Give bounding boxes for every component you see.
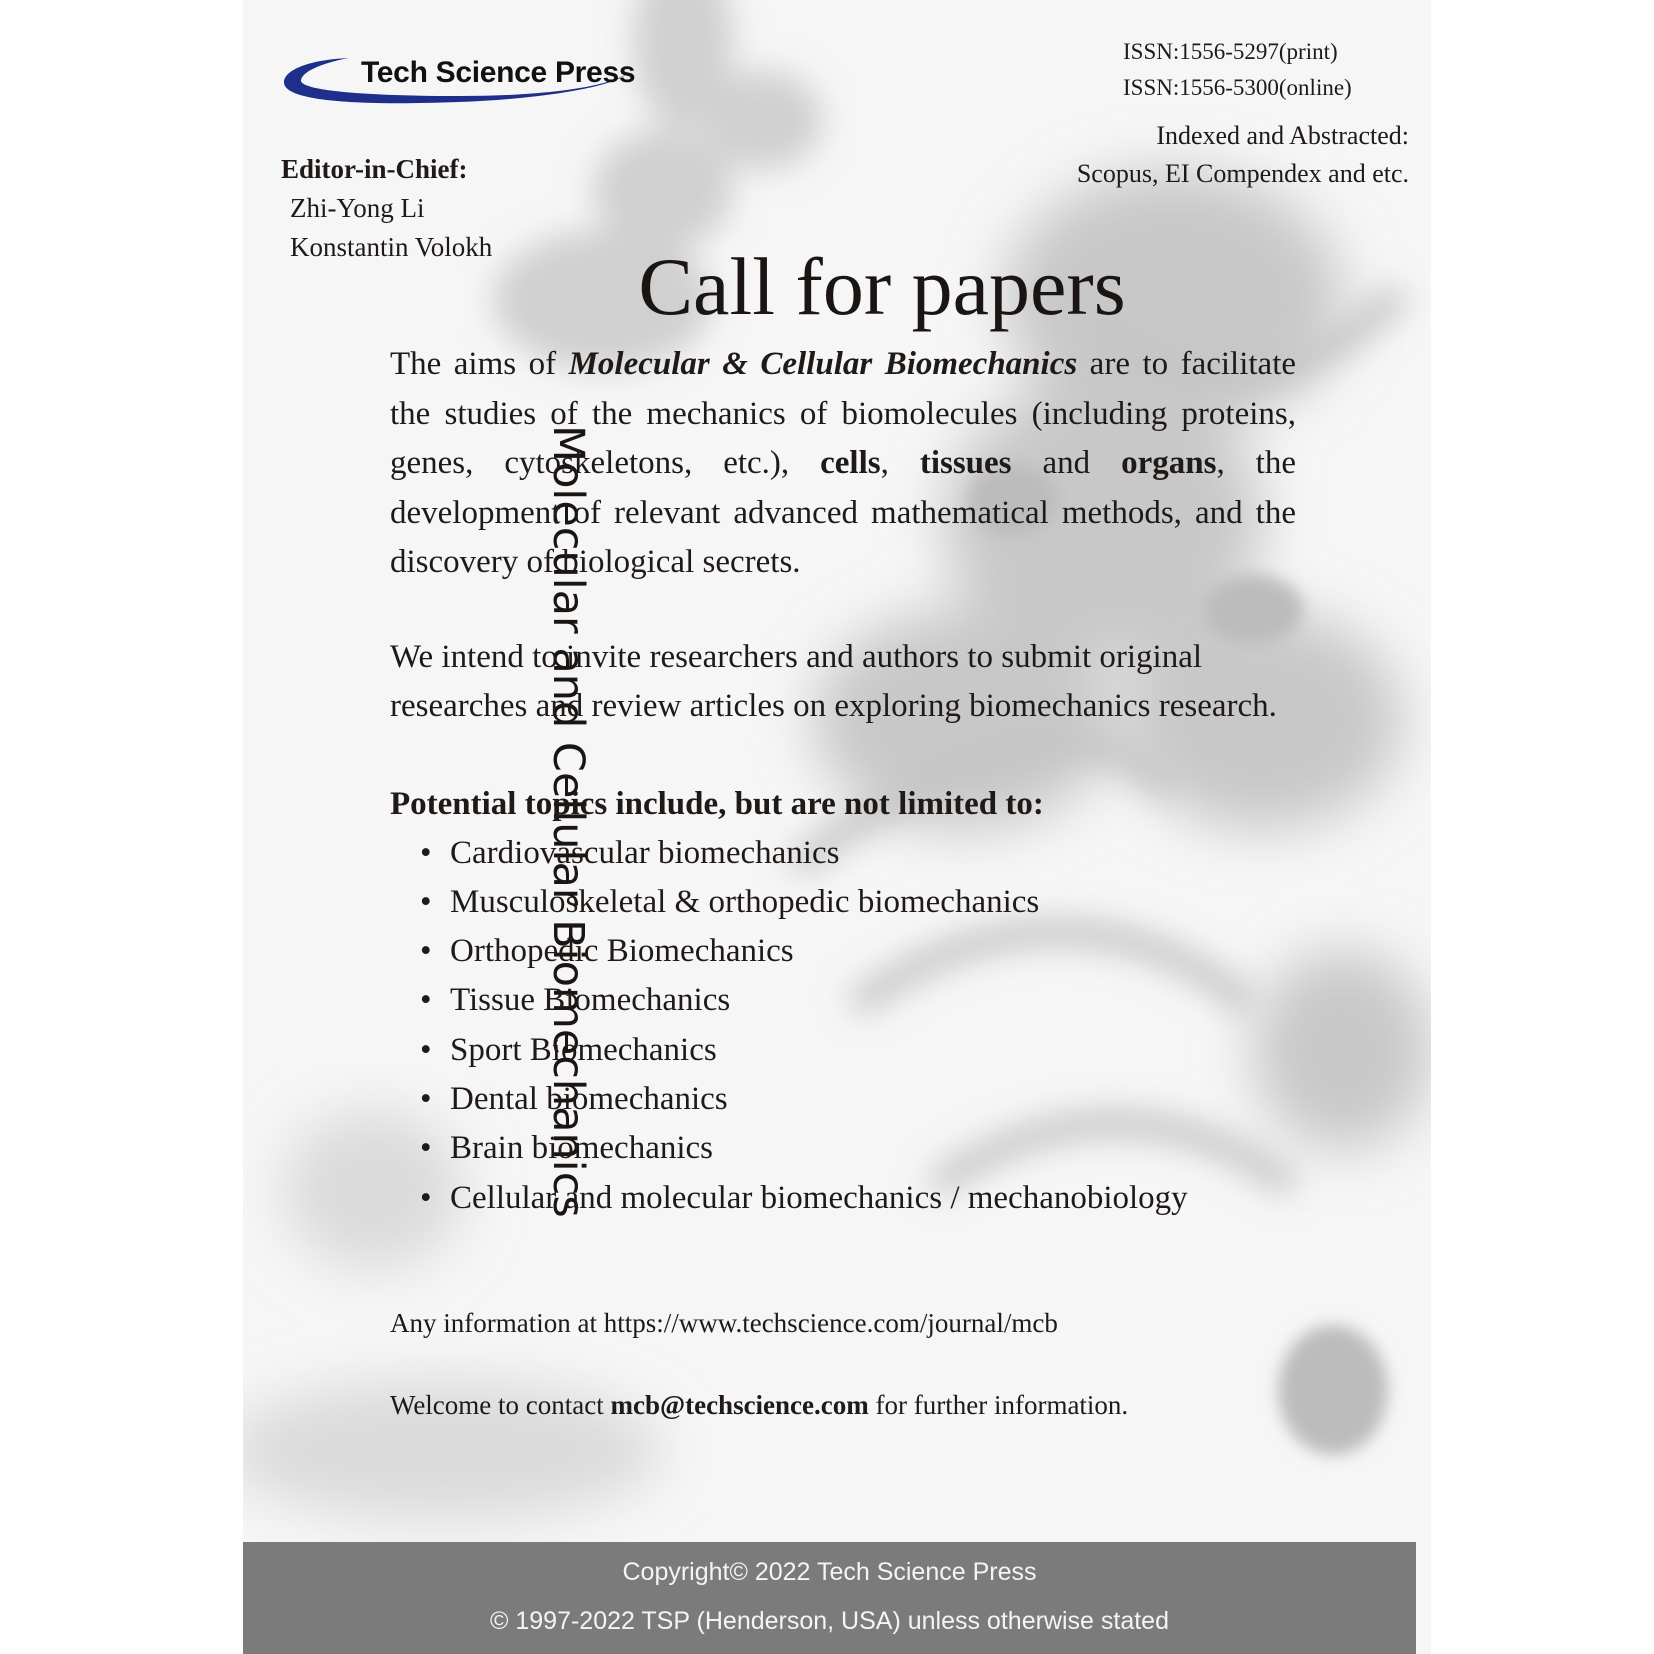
- bullet-icon: •: [420, 933, 432, 970]
- indexed-databases: Scopus, EI Compendex and etc.: [1076, 159, 1409, 188]
- contact-info: [390, 1385, 1296, 1425]
- issn-online: ISSN:1556-5300(online): [1123, 75, 1352, 100]
- list-item: [420, 976, 1296, 1025]
- rights-line: © 1997-2022 TSP (Henderson, USA) unless otherwise stated: [490, 1607, 1169, 1635]
- bullet-icon: •: [420, 1031, 432, 1068]
- keyword-organs: organs: [1121, 445, 1217, 481]
- bullet-icon: •: [420, 883, 432, 920]
- bullet-icon: •: [420, 1179, 432, 1216]
- topic-label: Tissue Biomechanics: [450, 982, 731, 1019]
- page-title: Call for papers: [638, 241, 1126, 332]
- bullet-icon: •: [420, 834, 432, 871]
- poster: [243, 0, 1431, 1654]
- aims-text: , the development of relevant advanced mathematical methods, and the discovery of biological secrets.: [390, 445, 1296, 580]
- contact-email: mcb@techscience.com: [610, 1389, 869, 1420]
- aims-text: and: [1011, 445, 1122, 481]
- aims-text: The aims of: [390, 346, 569, 382]
- list-item: [420, 1026, 1296, 1075]
- journal-url-info: Any information at https://www.techscience.com/journal/mcb: [390, 1307, 1058, 1338]
- tech-science-press-logo: [279, 50, 639, 110]
- contact-text: Welcome to contact: [390, 1389, 611, 1420]
- list-item: [420, 829, 1296, 878]
- topic-label: Cardiovascular biomechanics: [450, 834, 840, 871]
- aims-paragraph: [390, 340, 1296, 588]
- copyright-line: Copyright© 2022 Tech Science Press: [622, 1558, 1037, 1586]
- editor-label: Editor-in-Chief:: [281, 154, 468, 184]
- indexed-label: Indexed and Abstracted:: [1156, 121, 1409, 150]
- topic-label: Brain biomechanics: [450, 1130, 714, 1167]
- list-item: [420, 878, 1296, 927]
- issn-print: ISSN:1556-5297(print): [1123, 39, 1338, 64]
- bullet-icon: •: [420, 1080, 432, 1117]
- list-item: [420, 1124, 1296, 1173]
- intro-paragraph: We intend to invite researchers and authors to submit original researches and review articles on exploring biomechanics research.: [390, 638, 1277, 724]
- indexing-info: [1077, 117, 1409, 193]
- contact-text: for further information.: [868, 1389, 1129, 1420]
- editor-name: Konstantin Volokh: [290, 232, 493, 262]
- keyword-tissues: tissues: [919, 445, 1012, 481]
- vertical-journal-title: Molecular and Cellular Biomechanics: [543, 425, 593, 1218]
- editor-name: Zhi-Yong Li: [290, 193, 425, 223]
- aims-text: are to facilitate the studies of the mechanics of biomolecules (including proteins, genes, cytoskeletons, etc.),: [390, 346, 1297, 481]
- copyright-footer: [243, 1542, 1416, 1654]
- topic-label: Dental biomechanics: [450, 1080, 728, 1117]
- main-content: [390, 340, 1296, 1425]
- list-item: [420, 1075, 1296, 1124]
- topic-label: Orthopedic Biomechanics: [450, 933, 794, 970]
- topic-label: Cellular and molecular biomechanics / mechanobiology: [450, 1179, 1188, 1216]
- aims-text: ,: [880, 445, 920, 481]
- list-item: [420, 1174, 1296, 1223]
- topic-label: Musculoskeletal & orthopedic biomechanics: [450, 883, 1040, 920]
- topics-heading: Potential topics include, but are not limited to:: [390, 785, 1044, 822]
- bullet-icon: •: [420, 982, 432, 1019]
- topics-list: [390, 829, 1296, 1223]
- journal-name: Molecular & Cellular Biomechanics: [568, 346, 1078, 382]
- bullet-icon: •: [420, 1130, 432, 1167]
- topic-label: Sport Biomechanics: [450, 1031, 717, 1068]
- issn-block: [1123, 34, 1352, 106]
- logo-text: Tech Science Press: [361, 56, 636, 89]
- keyword-cells: cells: [820, 445, 881, 481]
- list-item: [420, 927, 1296, 976]
